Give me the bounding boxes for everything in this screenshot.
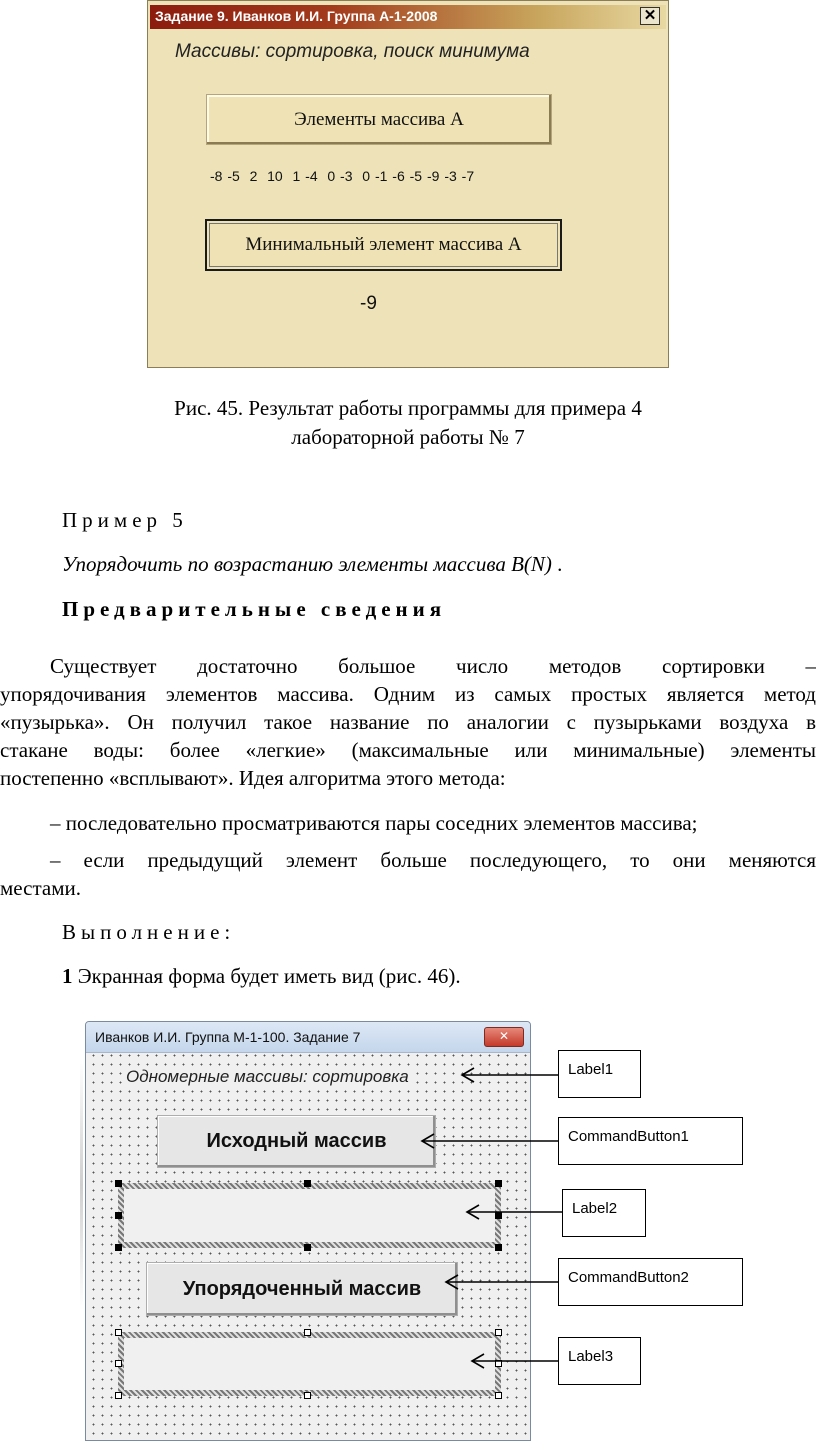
step-1-text: Экранная форма будет иметь вид (рис. 46). xyxy=(72,964,461,988)
min-value-label: -9 xyxy=(360,293,377,314)
preliminary-heading: Предварительные сведения xyxy=(62,597,447,621)
paragraph-line-1: Существует достаточно большое число методов сортировки – xyxy=(50,654,816,678)
commandbutton1-control[interactable]: Исходный массив xyxy=(157,1115,436,1168)
paragraph-line-3: «пузырька». Он получил такое название по аналогии с пузырьками воздуха в xyxy=(0,710,816,734)
paragraph-line-2: упорядочивания элементов массива. Одним из самых простых является метод xyxy=(0,682,816,706)
form-heading-label: Массивы: сортировка, поиск минимума xyxy=(175,41,530,62)
callout-commandbutton1: CommandButton1 xyxy=(558,1117,743,1165)
bullet-1: – последовательно просматриваются пары соседних элементов массива; xyxy=(50,811,698,835)
task-text: Упорядочить по возрастанию элементы массива B(N) xyxy=(62,552,552,576)
bullet-2-line-1: – если предыдущий элемент больше последующего, то они меняются xyxy=(50,848,816,872)
form-title: Задание 9. Иванков И.И. Группа А-1-2008 xyxy=(155,8,438,24)
close-icon[interactable]: ✕ xyxy=(640,7,660,25)
array-values-label: -8 -5 2 10 1 -4 0 -3 0 -1 -6 -5 -9 -3 -7 xyxy=(210,168,475,184)
bullet-2-line-2: местами. xyxy=(0,876,81,900)
execution-heading: Выполнение: xyxy=(62,920,236,944)
step-1-number: 1 xyxy=(62,964,73,988)
callout-label2: Label2 xyxy=(562,1189,646,1237)
form-title: Иванков И.И. Группа М-1-100. Задание 7 xyxy=(95,1029,361,1045)
figure-45-caption-line2: лабораторной работы № 7 xyxy=(291,425,525,449)
callout-label3: Label3 xyxy=(558,1337,641,1385)
figure-45-caption-line1: Рис. 45. Результат работы программы для примера 4 xyxy=(174,396,642,420)
paragraph-line-5: постепенно «всплывают». Идея алгоритма этого метода: xyxy=(0,766,506,790)
min-element-button[interactable]: Минимальный элемент массива А xyxy=(205,219,562,271)
callout-commandbutton2: CommandButton2 xyxy=(558,1258,743,1306)
example-title: Пример 5 xyxy=(62,508,188,532)
task-suffix: . xyxy=(551,552,563,576)
label1-control[interactable]: Одномерные массивы: сортировка xyxy=(126,1067,409,1086)
array-elements-button[interactable]: Элементы массива А xyxy=(206,94,552,145)
close-icon[interactable]: ✕ xyxy=(484,1027,524,1047)
commandbutton2-control[interactable]: Упорядоченный массив xyxy=(146,1262,458,1316)
callout-label1: Label1 xyxy=(558,1050,641,1098)
paragraph-line-4: стакане воды: более «легкие» (максимальные или минимальные) элементы xyxy=(0,738,816,762)
